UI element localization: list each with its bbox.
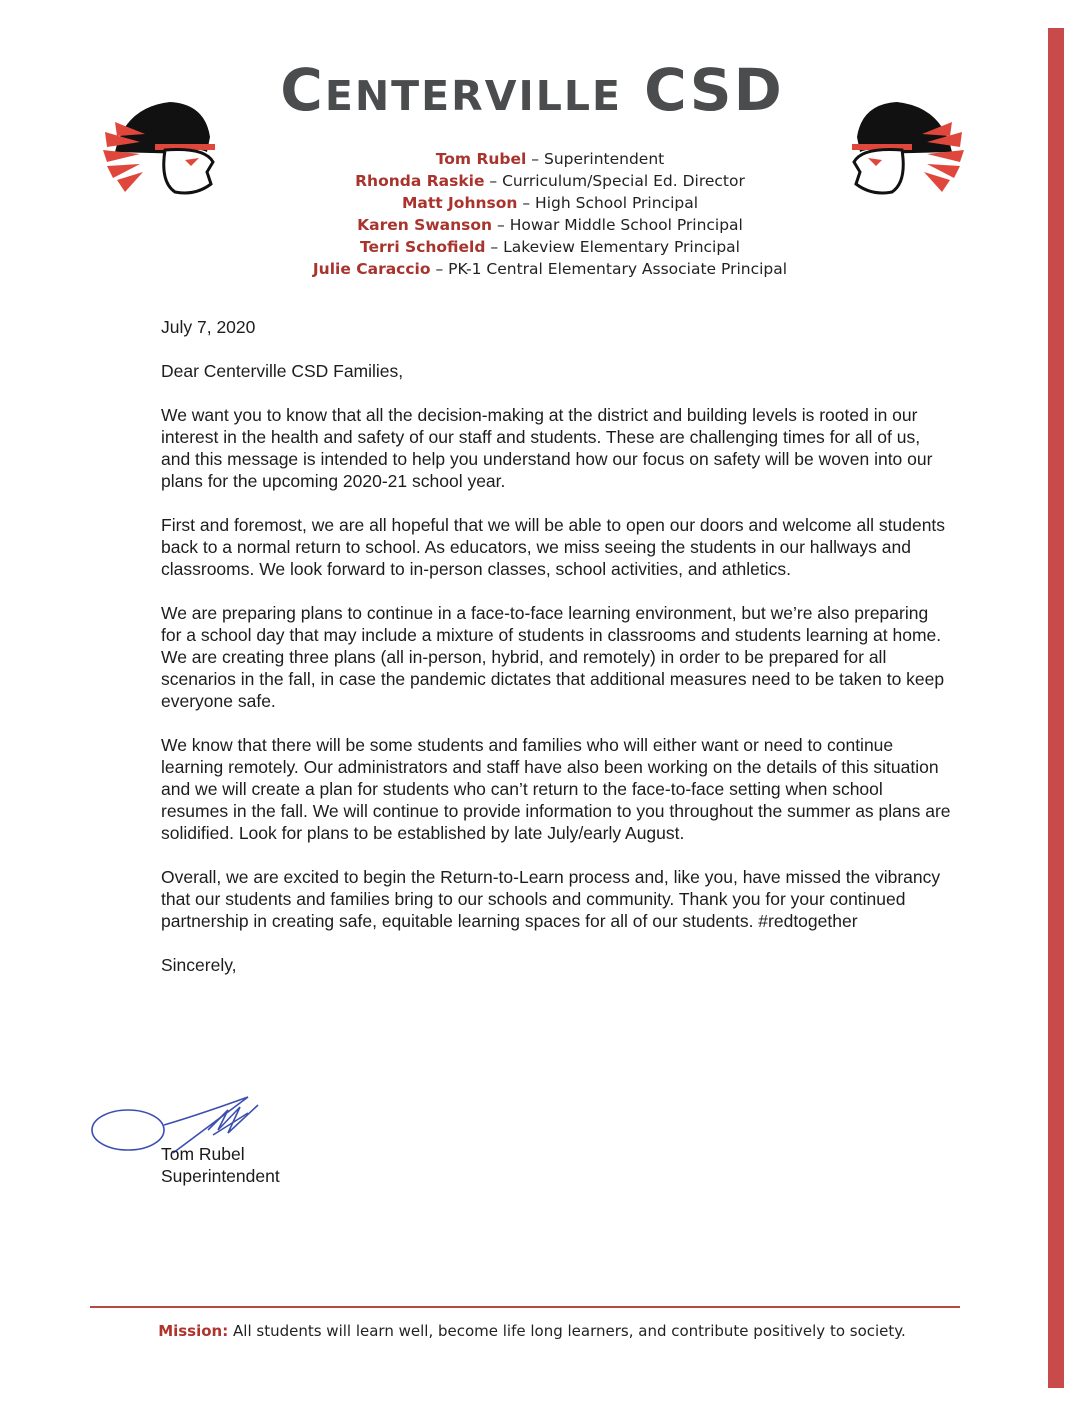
staff-line <box>250 192 850 214</box>
staff-name: Tom Rubel <box>435 150 527 168</box>
staff-line <box>250 148 850 170</box>
staff-role: – Superintendent <box>531 150 665 168</box>
paragraph: Overall, we are excited to begin the Return-to-Learn process and, like you, have missed the vibrancy that our students and families bring to our schools and community. Thank you for your continued partnership in creating safe, equitable learning spaces for all of our students. #redtogether <box>161 867 941 931</box>
mission-statement <box>0 1322 1064 1340</box>
mission-text: All students will learn well, become life long learners, and contribute positively to society. <box>228 1322 906 1340</box>
letter-date: July 7, 2020 <box>161 317 256 337</box>
signer-block <box>161 1143 280 1187</box>
decorative-side-bar <box>1048 28 1064 1388</box>
paragraph: We want you to know that all the decision-making at the district and building levels is rooted in our interest in the health and safety of our staff and students. These are challenging times for all of us, and this message is intended to help you understand how our focus on safety will be woven into our plans for the upcoming 2020-21 school year. <box>161 405 933 491</box>
staff-role: – Lakeview Elementary Principal <box>490 238 740 256</box>
closing: Sincerely, <box>161 955 237 975</box>
paragraph: We know that there will be some students and families who will either want or need to continue learning remotely. Our administrators and staff have also been working on the details of this situation and we will create a plan for students who can’t return to the face-to-face setting when school resumes in the fall. We will continue to provide information to you throughout the summer as plans are solidified. Look for plans to be established by late July/early August. <box>161 735 951 843</box>
staff-list <box>250 148 850 280</box>
paragraph: First and foremost, we are all hopeful that we will be able to open our doors and welcome all students back to a normal return to school. As educators, we miss seeing the students in our hallways and classrooms. We look forward to in-person classes, school activities, and athletics. <box>161 515 946 579</box>
staff-role: – PK-1 Central Elementary Associate Principal <box>435 260 788 278</box>
footer-divider <box>90 1306 960 1308</box>
staff-name: Julie Caraccio <box>312 260 431 278</box>
salutation: Dear Centerville CSD Families, <box>161 361 404 381</box>
staff-line <box>250 170 850 192</box>
staff-role: – Curriculum/Special Ed. Director <box>489 172 745 190</box>
signer-title: Superintendent <box>161 1166 280 1186</box>
paragraph: We are preparing plans to continue in a face-to-face learning environment, but we’re also preparing for a school day that may include a mixture of students in classrooms and students learning at home. We are creating three plans (all in-person, hybrid, and remotely) in order to be prepared for all scenarios in the fall, in case the pandemic dictates that additional measures need to be taken to keep everyone safe. <box>161 603 945 711</box>
staff-role: – High School Principal <box>522 194 699 212</box>
signer-name: Tom Rubel <box>161 1144 245 1164</box>
district-title: Centerville CSD <box>280 56 784 124</box>
staff-name: Rhonda Raskie <box>355 172 485 190</box>
mission-label: Mission: <box>158 1322 229 1340</box>
staff-role: – Howar Middle School Principal <box>497 216 743 234</box>
staff-name: Karen Swanson <box>357 216 493 234</box>
letter-body <box>161 316 951 998</box>
staff-line <box>250 214 850 236</box>
staff-name: Matt Johnson <box>401 194 518 212</box>
staff-line <box>250 258 850 280</box>
staff-line <box>250 236 850 258</box>
staff-name: Terri Schofield <box>360 238 486 256</box>
